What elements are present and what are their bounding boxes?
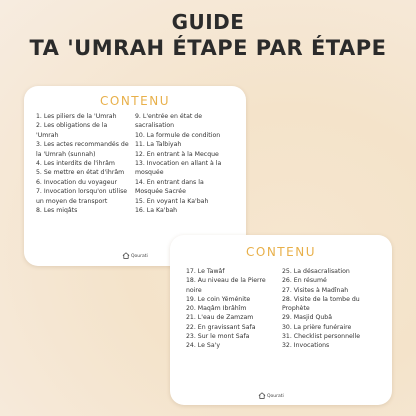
contents-entry: 2. Les obligations de la — [36, 122, 108, 130]
contents-column-right — [135, 112, 243, 215]
contents-entry: 12. En entrant à la Mecque — [135, 150, 219, 158]
guide-title: GUIDE — [171, 10, 245, 34]
contents-entry: 30. La prière funéraire — [282, 323, 352, 331]
contents-column-right — [282, 267, 390, 351]
contents-entry: 4. Les interdits de l'ihrâm — [36, 160, 115, 168]
contents-entry: 27. Visites à Madînah — [282, 286, 349, 294]
contents-entry: 18. Au niveau de la Pierre — [186, 277, 266, 285]
contents-heading: CONTENU — [100, 94, 170, 108]
contents-entry: mosquée — [135, 169, 164, 177]
contents-entry: 10. La formule de condition — [135, 131, 221, 139]
contents-entry: 26. En résumé — [282, 277, 327, 285]
brand-logo — [122, 252, 148, 259]
contents-column-left — [36, 112, 136, 215]
contents-entry: Mosquée Sacrée — [135, 188, 186, 196]
contents-entry: 13. Invocation en allant à la — [135, 160, 222, 168]
contents-entry: 20. Maqâm Ibrâhîm — [186, 305, 247, 313]
contents-entry: 6. Invocation du voyageur — [36, 178, 117, 186]
contents-entry: 16. La Ka'bah — [135, 207, 178, 215]
contents-entry: 28. Visite de la tombe du — [282, 295, 360, 303]
contents-entry: 14. En entrant dans la — [135, 178, 204, 186]
contents-entry: 1. Les piliers de la 'Umrah — [36, 113, 117, 120]
contents-entry: sacralisation — [135, 122, 175, 130]
contents-entry: 11. La Talbiyah — [135, 141, 182, 149]
contents-entry: 15. En voyant la Ka'bah — [135, 197, 209, 205]
contents-entry: 21. L'eau de Zamzam — [186, 314, 254, 322]
contents-entry: 19. Le coin Yéménite — [186, 295, 251, 303]
house-icon — [258, 392, 266, 399]
contents-entry: 32. Invocations — [282, 342, 330, 350]
brand-name: Qourati — [131, 254, 148, 259]
contents-entry: 5. Se mettre en état d'ihrâm — [36, 169, 125, 177]
contents-entry: 23. Sur le mont Safa — [186, 333, 250, 341]
contents-entry: 22. En gravissant Safa — [186, 323, 256, 331]
contents-entry: 7. Invocation lorsqu'on utilise — [36, 188, 128, 196]
contents-entry: 29. Masjid Qubâ — [282, 314, 333, 322]
contents-heading: CONTENU — [246, 245, 316, 259]
contents-entry: 31. Checklist personnelle — [282, 333, 361, 341]
guide-subtitle: TA 'UMRAH ÉTAPE PAR ÉTAPE — [29, 36, 387, 60]
contents-card-2 — [170, 235, 392, 405]
contents-column-left — [186, 267, 278, 351]
contents-entry: 'Umrah — [36, 131, 59, 139]
contents-entry: 3. Les actes recommandés de — [36, 141, 129, 149]
contents-entry: noire — [186, 286, 202, 294]
contents-entry: 9. L'entrée en état de — [135, 113, 203, 120]
contents-entry: un moyen de transport — [36, 197, 108, 205]
brand-name: Qourati — [267, 394, 284, 399]
contents-entry: la 'Umrah (sunnah) — [36, 150, 96, 158]
contents-entry: 8. Les miqâts — [36, 207, 78, 215]
contents-entry: 25. La désacralisation — [282, 268, 350, 275]
contents-entry: Prophète — [282, 305, 310, 313]
house-icon — [122, 252, 130, 259]
brand-logo — [258, 392, 284, 399]
contents-entry: 17. Le Tawâf — [186, 268, 225, 275]
contents-entry: 24. Le Sa'y — [186, 342, 221, 350]
